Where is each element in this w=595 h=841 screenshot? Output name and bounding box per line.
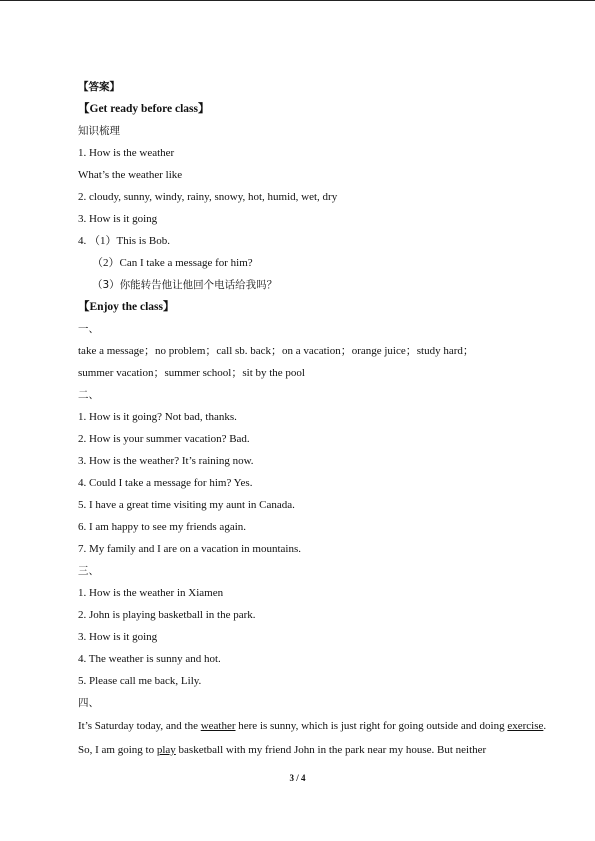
sentence-line: 3. How is the weather? It’s raining now.: [78, 455, 254, 467]
passage-text: It’s Saturday today, and the: [78, 720, 201, 732]
answer-line: 2. cloudy, sunny, windy, rainy, snowy, hot, humid, wet, dry: [78, 191, 338, 203]
answer-line: 1. How is the weather: [78, 147, 175, 159]
section-enjoy-title: 【Enjoy the class】: [78, 301, 175, 313]
sentence-line: 1. How is the weather in Xiamen: [78, 587, 224, 599]
sentence-line: 6. I am happy to see my friends again.: [78, 521, 247, 533]
sentence-line: 4. Could I take a message for him? Yes.: [78, 477, 253, 489]
sentence-line: 5. I have a great time visiting my aunt in Canada.: [78, 499, 295, 511]
answer-line-indented: （2）Can I take a message for him?: [92, 257, 253, 269]
sentence-line: 3. How is it going: [78, 631, 158, 643]
passage-paragraph: [78, 714, 548, 762]
underlined-answer: exercise: [507, 720, 544, 732]
answer-heading: 【答案】: [78, 81, 120, 93]
phrase-line: summer vacation；summer school；sit by the pool: [78, 367, 305, 379]
part-label: 一、: [78, 323, 99, 335]
sentence-line: 2. John is playing basketball in the park.: [78, 609, 256, 621]
section-get-ready-title: 【Get ready before class】: [78, 103, 210, 115]
part-label: 三、: [78, 565, 99, 577]
passage-text: here is sunny, which is just right for going outside and doing: [235, 720, 505, 732]
sentence-line: 7. My family and I are on a vacation in mountains.: [78, 543, 301, 555]
answer-line: 4. （1）This is Bob.: [78, 235, 170, 247]
phrase-line: take a message；no problem；call sb. back；on a vacation；orange juice；study hard；: [78, 345, 474, 357]
part-label: 四、: [78, 697, 99, 709]
page-number: 3 / 4: [289, 773, 306, 783]
passage-text: . So, I am going to: [78, 720, 547, 756]
underlined-answer: weather: [200, 720, 236, 732]
answer-line: 3. How is it going: [78, 213, 158, 225]
answer-line: What’s the weather like: [78, 169, 183, 181]
answer-line-indented: （3）你能转告他让他回个电话给我吗？: [92, 279, 278, 291]
part-label: 二、: [78, 389, 99, 401]
sentence-line: 5. Please call me back, Lily.: [78, 675, 202, 687]
sentence-line: 1. How is it going? Not bad, thanks.: [78, 411, 237, 423]
sentence-line: 2. How is your summer vacation? Bad.: [78, 433, 250, 445]
top-rule: [0, 0, 595, 1]
passage-text: basketball with my friend John in the park near my house. But neither: [175, 744, 487, 756]
sentence-line: 4. The weather is sunny and hot.: [78, 653, 221, 665]
underlined-answer: play: [156, 744, 176, 756]
section-sub-title: 知识梳理: [78, 125, 120, 137]
document-body: [78, 76, 548, 762]
